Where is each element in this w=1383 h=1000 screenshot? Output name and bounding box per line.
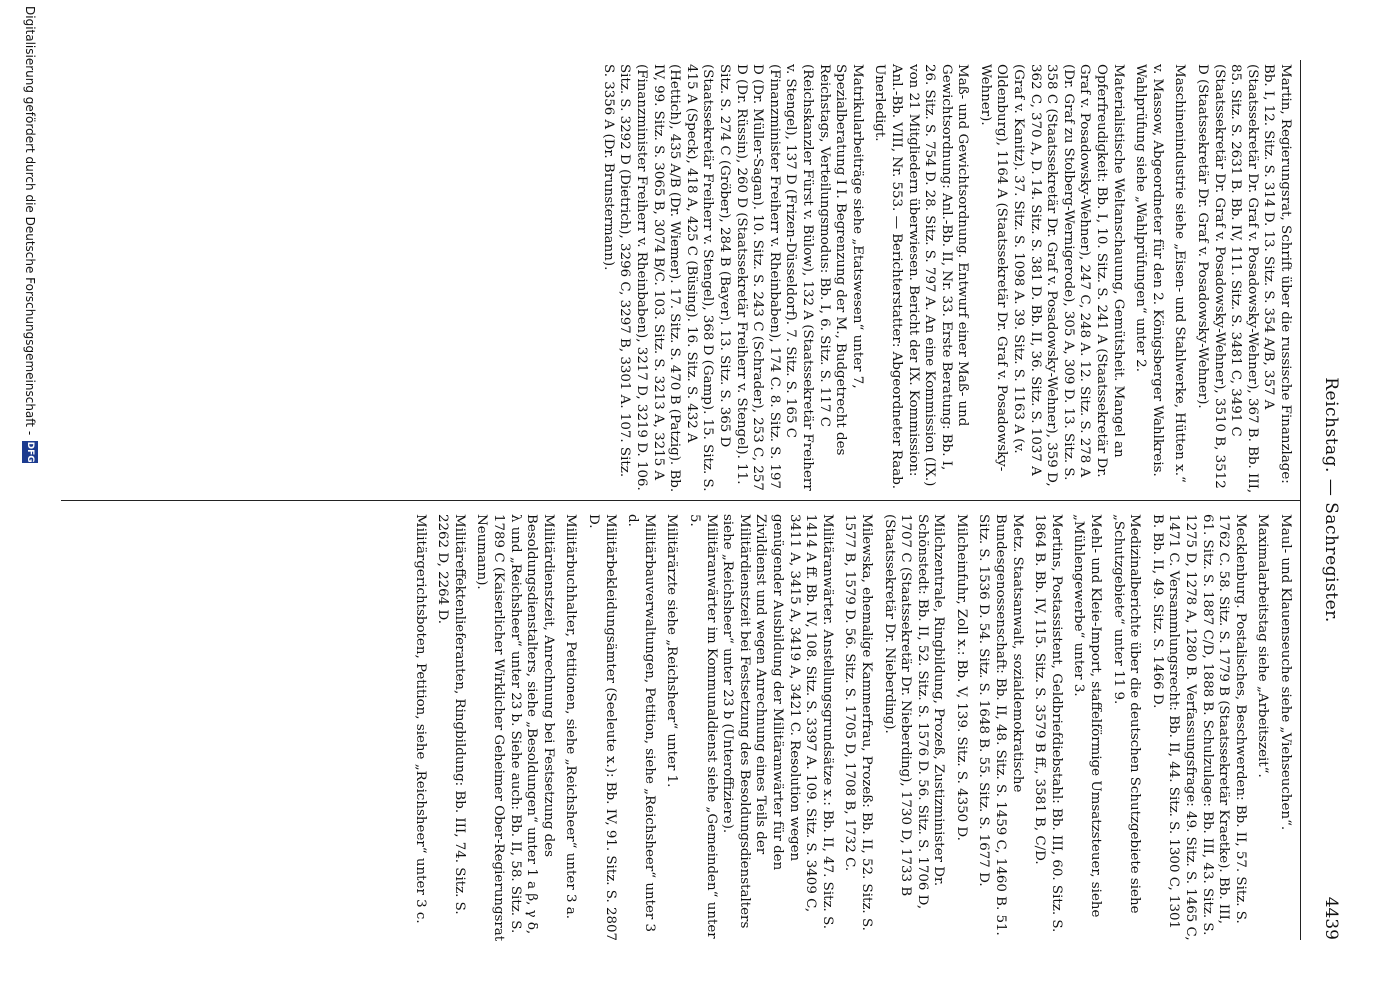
left-column bbox=[593, 64, 1293, 494]
footer-credit: Digitalisierung gefördert durch die Deutsche Forschungsgemeinschaft - bbox=[23, 6, 37, 436]
index-entry: Maximalarbeitstag siehe „Arbeitszeit“. bbox=[1255, 514, 1271, 778]
index-entry: Milcheinfuhr, Zoll x.: Bb. V, 139. Sitz. S. 4350 D. bbox=[953, 514, 969, 841]
running-title: Reichstag. — Sachregister. bbox=[1321, 377, 1341, 623]
page-header bbox=[1317, 60, 1341, 940]
index-entry: Milchzentrale, Ringbildung, Prozeß, Zustizminister Dr. Schönstedt: Bb. II, 52. Sitz. S. 1576 D. 56. Sitz. S. 1706 D, 1707 C (Staatssekretär Dr. Nieberding), 1730 D, 1733 B (Staatssekretär Dr. Nieberding). bbox=[881, 514, 947, 910]
index-entry: Militärgerichtsboten, Petition, siehe „Reichsheer“ unter 3 c. bbox=[412, 514, 428, 924]
index-entry: v. Massow, Abgeordneter für den 2. Königsberger Wahlkreis. Wahlprüfung siehe „Wahlprüfungen“ unter 2. bbox=[1133, 64, 1165, 477]
index-entry: Milewska, ehemalige Kammerfrau, Prozeß: Bb. II, 52. Sitz. S. 1577 B, 1579 D. 56. Sitz. S. 1705 D, 1708 B, 1732 C. bbox=[842, 514, 874, 931]
index-entry: Mecklenburg. Postalisches, Beschwerden: Bb. II, 57. Sitz. S. 1762 C. 58. Sitz. S. 1779 B (Staatssekretär Kraetke). Bb. III, 61. Sitz. S. 1887 C/D, 1888 B. Schulzulage: Bb. III, 43. Sitz. S. 1275 D, 1278 A, 1280 B. Verfassungsfrage: 49. Sitz. S. 1465 C, 1471 C. Versammlungsrecht: Bb. II, 44. Sitz. S. 1300 C, 1301 B. Bb. II, 49. Sitz. S. 1466 D. bbox=[1149, 514, 1248, 941]
index-entry: Materialistische Weltanschauung, Gemütsheit. Mangel an Opferfreudigkeit: Bb. I, 10. Sitz. S. 241 A (Staatssekretär Dr. Graf v. Posadowsky-Wehner), 247 C, 248 A. 12. Sitz. S. 278 A (Dr. Graf zu Stolberg-Wernigerode), 305 A, 309 D. 13. Sitz. S. 358 C (Staatssekretär Dr. Graf v. Posadowsky-Wehner), 359 D, 362 C, 370 A, D. 14. Sitz. S. 381 D. Bb. II, 36. Sitz. S. 1037 A (Graf v. Kanitz). 37. Sitz. S. 1098 A. 39. Sitz. S. 1163 A (v. Oldenburg), 1164 A (Staatssekretär Dr. Graf v. Posadowsky-Wehner). bbox=[977, 64, 1126, 487]
index-entry: Militärbuchhalter, Petitionen, siehe „Reichsheer“ unter 3 a. bbox=[563, 514, 579, 919]
right-column bbox=[405, 514, 1293, 944]
dfg-logo-icon: DFG bbox=[22, 441, 38, 463]
digitization-footer bbox=[22, 0, 38, 1000]
page-number: 4439 bbox=[1321, 896, 1341, 940]
index-entry: Martin, Regierungsrat, Schrift über die russische Finanzlage: Bb. I, 12. Sitz. S. 314 D. 13. Sitz. S. 354 A/B, 357 A (Staatssekretär Dr. Graf v. Posadowsky-Wehner), 367 B. Bb. III, 85. Sitz. S. 2631 B. Bb. IV, 111. Sitz. S. 3481 C, 3491 C (Staatssekretär Dr. Graf v. Posadowsky-Wehner), 3510 B, 3512 D (Staatssekretär Dr. Graf v. Posadowsky-Wehner). bbox=[1195, 64, 1293, 494]
index-entry: Militäreffektenlieferanten, Ringbildung: Bb. III, 74. Sitz. S. 2262 D, 2264 D. bbox=[435, 514, 467, 915]
index-entry: Metz. Staatsanwalt, sozialdemokratische Bundesgenossenschaft: Bb. II, 48. Sitz. S. 1459 C, 1460 B. 51. Sitz. S. 1536 D. 54. Sitz. S. 1648 B. 55. Sitz. S. 1677 D. bbox=[976, 514, 1025, 936]
index-entry: Maschinenindustrie siehe „Eisen- und Stahlwerke, Hütten x.“ bbox=[1172, 64, 1188, 483]
index-entry: Medizinalberichte über die deutschen Schutzgebiete siehe „Schutzgebiete“ unter 11 9. bbox=[1110, 514, 1143, 914]
index-entry: Matrikularbeiträge siehe „Etatswesen“ unter 7, Spezialberatung I I. Begrenzung der M., Budgetrecht des Reichstags, Verteilungsmodus: Bb. I, 6. Sitz. S. 117 C (Reichskanzler Fürst v. Bülow), 132 A (Staatssekretär Freiherr v. Stengel), 137 D (Frizen-Düsseldorf). 7. Sitz. S. 165 C (Finanzminister Freiherr v. Rheinbaben), 174 C. 8. Sitz. S. 197 D (Dr. Müller-Sagan). 10. Sitz. S. 243 C (Schrader), 253 C, 257 D (Dr. Rüssin), 260 D (Staatssekretär Freiherr v. Stengel). 11. Sitz. S. 274 C (Gröber), 284 B (Bayer). 13. Sitz. S. 365 D (Staatssekretär Freiherr v. Stengel), 368 D (Gamp). 15. Sitz. S. 415 A (Speck), 418 A, 425 C (Büsing). 16. Sitz. S. 432 A (Hettich), 435 A/B (Dr. Wiemer). 17. Sitz. S. 470 B (Patzig). Bb. IV, 99. Sitz. S. 3065 B, 3074 B/C. 103. Sitz. S. 3213 A, 3215 A (Finanzminister Freiherr v. Rheinbaben), 3217 D, 3219 D. 106. Sitz. S. 3292 D (Dietrich), 3296 C, 3297 B, 3301 A. 107. Sitz. S. 3356 A (Dr. Brunstermann). bbox=[600, 64, 865, 493]
index-entry: Maul- und Klauenseuche siehe „Viehseuchen“. bbox=[1278, 514, 1293, 831]
column-divider bbox=[61, 500, 1301, 501]
index-entry: Militärbauverwaltungen, Petition, siehe „Reichsheer“ unter 3 d. bbox=[625, 514, 657, 933]
index-entry: Militärbekleidungsämter (Seeleute x.): Bb. IV, 91. Sitz. S. 2807 D. bbox=[586, 514, 618, 942]
index-entry: Militäranwärter. Anstellungsgrundsätze x.: Bb. II, 47. Sitz. S. 1414 A ff. Bb. IV, 108. Sitz. S. 3397 A. 109. Sitz. S. 3409 C, 3411 A, 3415 A, 3419 A, 3421 C. Resolution wegen genügender Ausbildung der Militäranwärter für den Zivildienst und wegen Anrechnung eines Teils der Militärdienstzeit bei Festsetzung des Besoldungsdienstalters siehe „Reichsheer“ unter 23 b (Unteroffiziere). Militäranwärter im Kommunaldienst siehe „Gemeinden“ unter 5. bbox=[687, 514, 835, 939]
index-entry: Maß- und Gewichtsordnung. Entwurf einer Maß- und Gewichtsordnung: Anl.-Bb. II, Nr. 33. Erste Beratung: Bb. I, 26. Sitz. S. 754 D. 28. Sitz. S. 797 A. An eine Kommission (IX.) von 21 Mitgliedern überwiesen. Bericht der IX. Kommission: Anl.-Bb. VIII, Nr. 553. — Berichterstatter: Abgeordneter Raab. Unerledigt. bbox=[872, 64, 971, 490]
index-entry: Militärärzte siehe „Reichsheer“ unter 1. bbox=[664, 514, 680, 788]
index-entry: Mertins, Postassistent, Geldbriefdiebstahl: Bb. III, 60. Sitz. S. 1864 B. Bb. IV, 115. Sitz. S. 3579 B ff., 3581 B, C/D. bbox=[1032, 514, 1064, 933]
index-entry: Mehl- und Kleie-Import, staffelförmige Umsatzsteuer, siehe „Mühlengewerbe“ unter 3. bbox=[1071, 514, 1104, 918]
index-entry: Militärdienstzeit, Anrechnung bei Festsetzung des Besoldungsdienstalters, siehe „Besoldungen“ unter 1 a β, γ δ, λ und „Reichsheer“ unter 23 b. Siehe auch: Bb. II, 58. Sitz. S. 1789 C (Kaiserlicher Wirklicher Geheimer Ober-Regierungsrat Neumann). bbox=[474, 514, 556, 942]
